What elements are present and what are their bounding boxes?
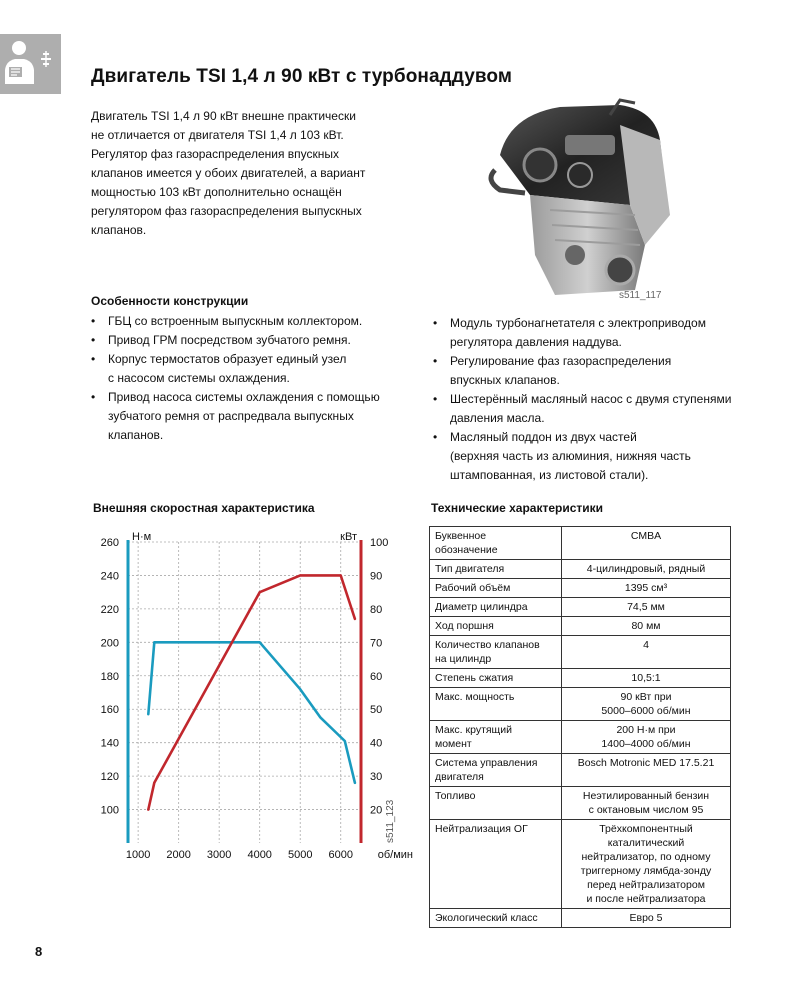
- x-tick-label: 1000: [125, 849, 151, 861]
- spec-label: [430, 617, 562, 636]
- feature-line: с насосом системы охлаждения.: [108, 371, 290, 385]
- spec-value: [562, 820, 731, 909]
- feature-line: давления масла.: [450, 411, 545, 425]
- spec-value-line: CMBA: [630, 530, 662, 542]
- spec-row: [430, 688, 731, 721]
- y-left-tick-label: 100: [100, 804, 119, 817]
- spec-value-line: с октановым числом 95: [588, 804, 704, 816]
- spec-label: [430, 787, 562, 820]
- spec-label-line: двигателя: [435, 771, 484, 783]
- spec-row: [430, 579, 731, 598]
- spec-label-line: Макс. мощность: [435, 691, 515, 703]
- spec-row: [430, 560, 731, 579]
- spec-row: [430, 669, 731, 688]
- spec-value-line: Неэтилированный бензин: [582, 790, 710, 802]
- spec-row: [430, 909, 731, 928]
- engine-photo: [470, 95, 690, 300]
- feature-line: штампованная, из листовой стали).: [450, 468, 649, 482]
- spec-value: [562, 598, 731, 617]
- feature-line: регулятора давления наддува.: [450, 335, 622, 349]
- feature-line: • Корпус термостатов образует единый узел: [108, 352, 347, 366]
- spec-value-line: каталитический: [607, 837, 685, 849]
- intro-paragraph: [91, 107, 391, 240]
- spec-row: [430, 754, 731, 787]
- y-left-tick-label: 120: [100, 771, 119, 784]
- specs-heading: Технические характеристики: [431, 501, 604, 515]
- features-heading: Особенности конструкции: [91, 294, 249, 308]
- spec-label: [430, 636, 562, 669]
- spec-value: [562, 787, 731, 820]
- y-left-tick-label: 180: [100, 670, 119, 683]
- x-tick-label: 2000: [166, 849, 191, 861]
- specs-table: [429, 526, 731, 928]
- spec-value-line: 1395 см³: [624, 582, 668, 594]
- spec-label-line: Рабочий объём: [435, 582, 511, 594]
- y-right-tick-label: 70: [370, 637, 383, 650]
- y-left-tick-label: 160: [100, 704, 119, 717]
- page-number: 8: [35, 944, 43, 959]
- spec-label: [430, 820, 562, 909]
- spec-label-line: Экологический класс: [435, 912, 538, 924]
- reading-person-icon: [0, 34, 61, 94]
- spec-row: [430, 787, 731, 820]
- chart-code: s511_123: [385, 799, 396, 843]
- intro-line: не отличается от двигателя TSI 1,4 л 103 кВт.: [91, 128, 344, 142]
- spec-value: [562, 669, 731, 688]
- torque-line: [148, 642, 355, 783]
- spec-value-line: 200 Н·м при: [616, 724, 676, 736]
- spec-row: [430, 636, 731, 669]
- x-tick-label: 3000: [206, 849, 232, 861]
- spec-label-line: Система управления: [435, 757, 538, 769]
- spec-label-line: Нейтрализация ОГ: [435, 823, 528, 835]
- intro-line: Двигатель TSI 1,4 л 90 кВт внешне практически: [91, 109, 356, 123]
- spec-value-line: 74,5 мм: [627, 601, 665, 613]
- spec-value-line: 10,5:1: [631, 672, 661, 684]
- spec-value-line: триггерному лямбда-зонду: [580, 865, 712, 877]
- x-tick-label: 4000: [247, 849, 272, 861]
- spec-value-line: 90 кВт при: [620, 691, 672, 703]
- speed-characteristic-chart: [95, 525, 415, 870]
- spec-label-line: Диаметр цилиндра: [435, 601, 528, 613]
- y-left-tick-label: 140: [100, 737, 119, 750]
- spec-value-line: Трёхкомпонентный: [599, 823, 693, 835]
- spec-value: [562, 636, 731, 669]
- spec-value-line: 80 мм: [631, 620, 661, 632]
- y-right-tick-label: 30: [370, 771, 383, 784]
- y-right-axis-label: кВт: [340, 531, 357, 543]
- spec-row: [430, 527, 731, 560]
- spec-label-line: Степень сжатия: [435, 672, 514, 684]
- intro-line: мощностью 103 кВт дополнительно оснащён: [91, 185, 342, 199]
- spec-label-line: Макс. крутящий: [435, 724, 512, 736]
- y-right-tick-label: 60: [370, 670, 383, 683]
- spec-label-line: обозначение: [435, 544, 498, 556]
- spec-row: [430, 721, 731, 754]
- y-right-tick-label: 100: [370, 537, 389, 549]
- y-left-axis-label: Н·м: [132, 531, 152, 543]
- features-list-left: [91, 312, 380, 445]
- feature-item: [91, 331, 380, 350]
- feature-line: • Масляный поддон из двух частей: [450, 430, 637, 444]
- features-list-right: [433, 314, 731, 485]
- y-left-tick-label: 260: [100, 537, 119, 549]
- spec-label: [430, 721, 562, 754]
- y-right-tick-label: 50: [370, 704, 383, 717]
- spec-value-line: Евро 5: [629, 912, 663, 924]
- feature-item: [433, 428, 731, 485]
- spec-label-line: Тип двигателя: [435, 563, 505, 575]
- chart-heading: Внешняя скоростная характеристика: [93, 501, 315, 515]
- spec-label: [430, 669, 562, 688]
- feature-item: [433, 352, 731, 390]
- spec-label: [430, 909, 562, 928]
- feature-line: зубчатого ремня от распредвала выпускных: [108, 409, 354, 423]
- spec-label-line: на цилиндр: [435, 653, 492, 665]
- spec-value: [562, 579, 731, 598]
- feature-item: [433, 314, 731, 352]
- feature-line: • Привод насоса системы охлаждения с помощью: [108, 390, 380, 404]
- feature-line: • ГБЦ со встроенным выпускным коллектором.: [108, 314, 363, 328]
- spec-value-line: перед нейтрализатором: [587, 879, 705, 891]
- spec-value-line: нейтрализатор, по одному: [581, 851, 711, 863]
- spec-value-line: Bosch Motronic MED 17.5.21: [577, 757, 715, 769]
- x-tick-label: 5000: [287, 849, 313, 861]
- feature-line: (верхняя часть из алюминия, нижняя часть: [450, 449, 691, 463]
- feature-line: • Регулирование фаз газораспределения: [450, 354, 672, 368]
- feature-line: впускных клапанов.: [450, 373, 560, 387]
- y-right-tick-label: 90: [370, 570, 383, 583]
- feature-line: • Привод ГРМ посредством зубчатого ремня.: [108, 333, 351, 347]
- feature-item: [91, 312, 380, 331]
- spec-label-line: Буквенное: [435, 530, 487, 542]
- feature-item: [91, 350, 380, 388]
- x-axis-unit: об/мин: [377, 849, 413, 861]
- y-left-tick-label: 240: [100, 570, 119, 583]
- section-tab: [0, 34, 61, 94]
- spec-value-line: 5000–6000 об/мин: [601, 705, 691, 717]
- intro-line: клапанов имеется у обоих двигателей, а вариант: [91, 166, 366, 180]
- intro-line: регулятором фаз газораспределения выпускных: [91, 204, 362, 218]
- spec-label-line: Топливо: [435, 790, 476, 802]
- spec-value-line: 4-цилиндровый, рядный: [586, 563, 706, 575]
- spec-value: [562, 909, 731, 928]
- spec-row: [430, 617, 731, 636]
- y-right-tick-label: 40: [370, 737, 383, 750]
- spec-label: [430, 754, 562, 787]
- power-line: [148, 575, 355, 809]
- y-right-tick-label: 20: [370, 804, 383, 817]
- spec-value-line: 1400–4000 об/мин: [601, 738, 691, 750]
- spec-label: [430, 527, 562, 560]
- intro-line: клапанов.: [91, 223, 147, 237]
- spec-label-line: Количество клапанов: [435, 639, 540, 651]
- spec-label-line: Ход поршня: [435, 620, 494, 632]
- feature-item: [91, 388, 380, 445]
- y-right-tick-label: 80: [370, 603, 383, 616]
- spec-label: [430, 579, 562, 598]
- feature-item: [433, 390, 731, 428]
- x-tick-label: 6000: [328, 849, 353, 861]
- feature-line: • Шестерённый масляный насос с двумя ступенями: [450, 392, 732, 406]
- spec-label: [430, 560, 562, 579]
- page-title: Двигатель TSI 1,4 л 90 кВт с турбонаддувом: [91, 66, 513, 87]
- intro-line: Регулятор фаз газораспределения впускных: [91, 147, 340, 161]
- feature-line: • Модуль турбонагнетателя с электроприводом: [450, 316, 706, 330]
- feature-line: клапанов.: [108, 428, 164, 442]
- spec-value: [562, 688, 731, 721]
- spec-label: [430, 598, 562, 617]
- y-left-tick-label: 200: [100, 637, 119, 650]
- spec-value: [562, 617, 731, 636]
- spec-label-line: момент: [435, 738, 472, 750]
- spec-value: [562, 721, 731, 754]
- spec-value: [562, 527, 731, 560]
- spec-value: [562, 754, 731, 787]
- spec-value-line: 4: [643, 639, 649, 651]
- spec-value-line: и после нейтрализатора: [586, 893, 706, 905]
- photo-code: s511_117: [619, 290, 662, 301]
- spec-row: [430, 598, 731, 617]
- y-left-tick-label: 220: [100, 603, 119, 616]
- spec-label: [430, 688, 562, 721]
- spec-value: [562, 560, 731, 579]
- spec-row: [430, 820, 731, 909]
